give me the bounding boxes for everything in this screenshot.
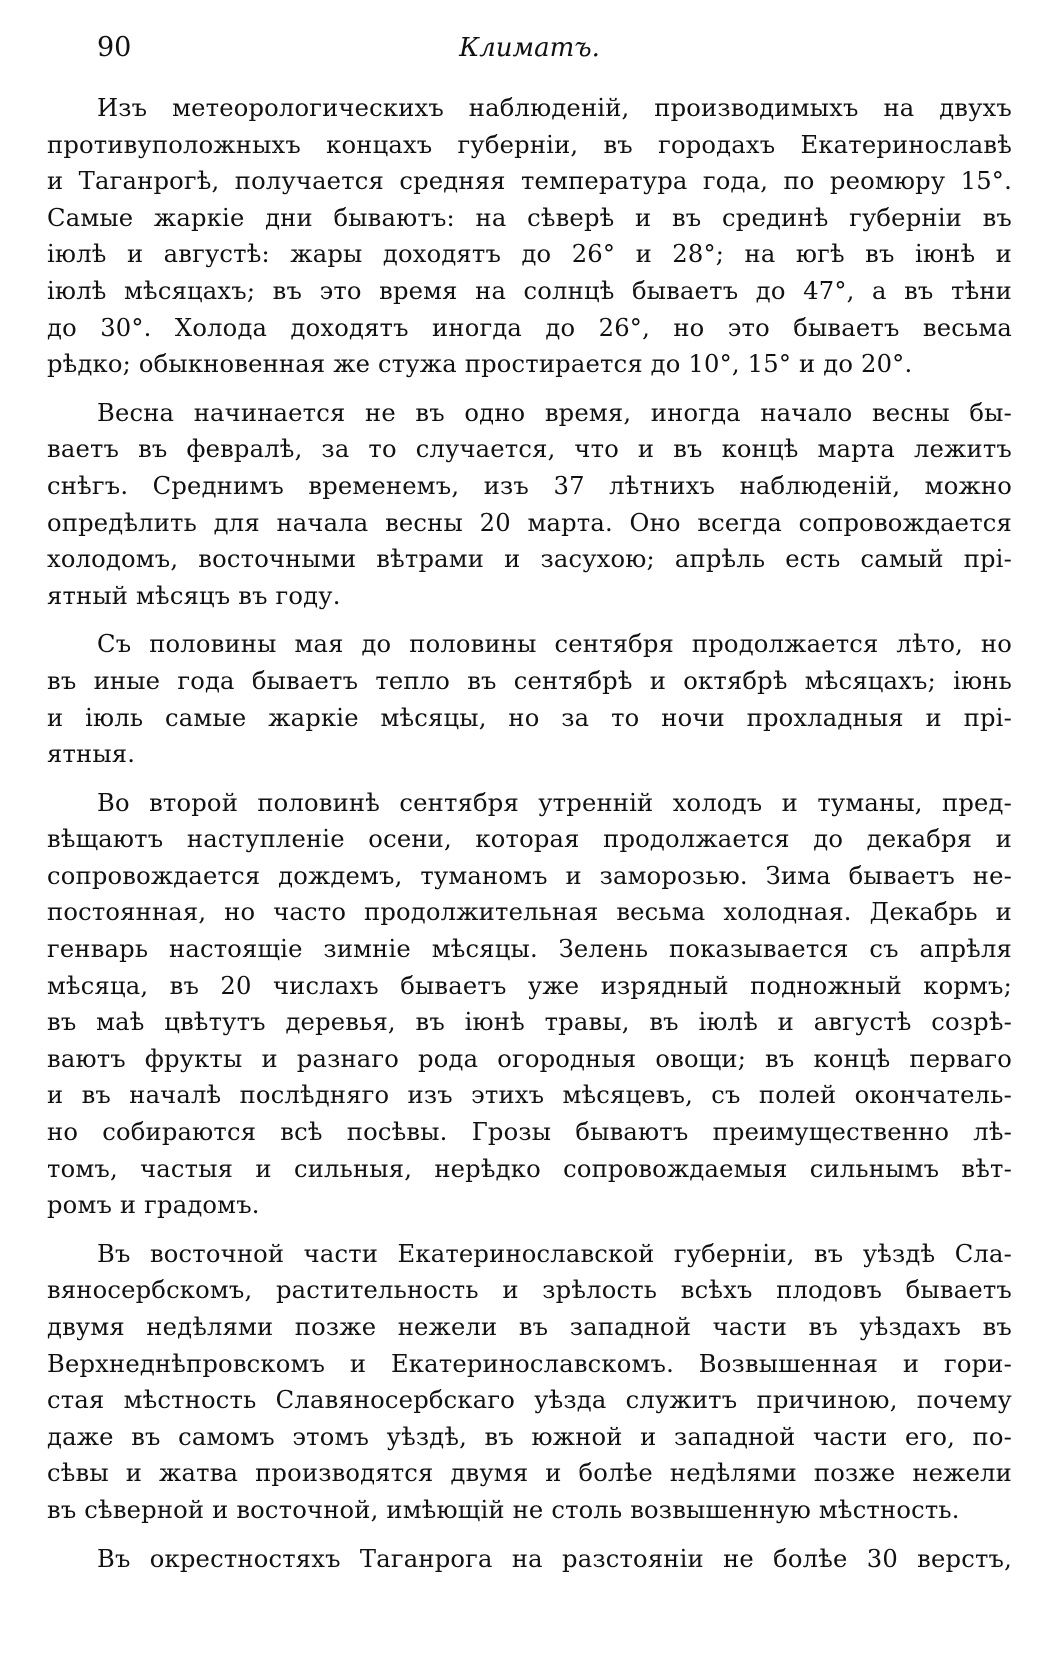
text-line: ромъ и градомъ. xyxy=(47,1191,260,1220)
body-text xyxy=(47,90,1012,1577)
text-line: ятныя. xyxy=(47,740,136,769)
text-line: томъ, частыя и сильныя, нерѣдко сопровождаемыя сильнымъ вѣт- xyxy=(47,1154,1012,1183)
text-line: ятный мѣсяцъ въ году. xyxy=(47,581,341,610)
paragraph xyxy=(47,1541,1012,1578)
paragraph xyxy=(47,90,1012,383)
text-line: вѣщаютъ наступленіе осени, которая продолжается до декабря и xyxy=(47,825,1012,854)
text-line: Самые жаркіе дни бываютъ: на сѣверѣ и въ срединѣ губерніи въ xyxy=(47,203,1012,232)
text-line: ваетъ въ февралѣ, за то случается, что и въ концѣ марта лежитъ xyxy=(47,435,1012,464)
text-line: іюлѣ мѣсяцахъ; въ это время на солнцѣ бываетъ до 47°, а въ тѣни xyxy=(47,276,1012,305)
paragraph xyxy=(47,785,1012,1224)
text-line: Во второй половинѣ сентября утренній холодъ и туманы, пред- xyxy=(97,788,1012,817)
text-line: Весна начинается не въ одно время, иногда начало весны бы- xyxy=(97,398,1012,427)
text-line: сѣвы и жатва производятся двумя и болѣе недѣлями позже нежели xyxy=(47,1459,1012,1488)
text-line: и Таганрогѣ, получается средняя температура года, по реомюру 15°. xyxy=(47,167,1012,196)
page-header xyxy=(47,28,1012,68)
text-line: и іюль самые жаркіе мѣсяцы, но за то ночи прохладныя и прі- xyxy=(47,703,1012,732)
text-line: Въ восточной части Екатеринославской губерніи, въ уѣздѣ Сла- xyxy=(97,1239,1012,1268)
running-title: Климатъ. xyxy=(459,33,600,63)
text-line: ваютъ фрукты и разнаго рода огородныя овощи; въ концѣ перваго xyxy=(47,1044,1012,1073)
text-line: сопровождается дождемъ, туманомъ и заморозью. Зима бываетъ не- xyxy=(47,861,1012,890)
text-line: въ сѣверной и восточной, имѣющій не столь возвышенную мѣстность. xyxy=(47,1495,960,1524)
text-line: и въ началѣ послѣдняго изъ этихъ мѣсяцевъ, съ полей окончатель- xyxy=(47,1081,1012,1110)
text-line: іюлѣ и августѣ: жары доходятъ до 26° и 28°; на югѣ въ іюнѣ и xyxy=(47,240,1012,269)
text-line: двумя недѣлями позже нежели въ западной части въ уѣздахъ въ xyxy=(47,1313,1012,1341)
text-line: стая мѣстность Славяносербскаго уѣзда служитъ причиною, почему xyxy=(47,1386,1012,1415)
text-line: снѣгъ. Среднимъ временемъ, изъ 37 лѣтнихъ наблюденій, можно xyxy=(47,471,1012,500)
page-number: 90 xyxy=(97,32,132,63)
text-line: даже въ самомъ этомъ уѣздѣ, въ южной и западной части его, по- xyxy=(47,1422,1012,1451)
paragraph xyxy=(47,1236,1012,1529)
text-line: въ маѣ цвѣтутъ деревья, въ іюнѣ травы, въ іюлѣ и августѣ созрѣ- xyxy=(47,1008,1012,1037)
text-line: вяносербскомъ, растительность и зрѣлость всѣхъ плодовъ бываетъ xyxy=(47,1276,1012,1305)
text-line: постоянная, но часто продолжительная весьма холодная. Декабрь и xyxy=(47,898,1012,927)
text-line: рѣдко; обыкновенная же стужа простирается до 10°, 15° и до 20°. xyxy=(47,350,913,379)
text-line: до 30°. Холода доходятъ иногда до 26°, но это бываетъ весьма xyxy=(47,313,1012,342)
text-line: Съ половины мая до половины сентября продолжается лѣто, но xyxy=(97,630,1012,659)
text-line: но собираются всѣ посѣвы. Грозы бываютъ преимущественно лѣ- xyxy=(47,1118,1012,1147)
paragraph xyxy=(47,395,1012,615)
text-line: Въ окрестностяхъ Таганрога на разстояніи не болѣе 30 верстъ, xyxy=(97,1544,1012,1573)
text-line: мѣсяца, въ 20 числахъ бываетъ уже изрядный подножный кормъ; xyxy=(47,971,1012,1000)
paragraph xyxy=(47,626,1012,772)
text-line: Верхнеднѣпровскомъ и Екатеринославскомъ. Возвышенная и гори- xyxy=(47,1349,1012,1378)
book-page xyxy=(47,28,1012,1648)
text-line: противуположныхъ концахъ губерніи, въ городахъ Екатеринославѣ xyxy=(47,130,1012,159)
text-line: холодомъ, восточными вѣтрами и засухою; апрѣль есть самый прі- xyxy=(47,545,1012,574)
text-line: въ иные года бываетъ тепло въ сентябрѣ и октябрѣ мѣсяцахъ; іюнь xyxy=(47,666,1012,695)
text-line: генварь настоящіе зимніе мѣсяцы. Зелень показывается съ апрѣля xyxy=(47,935,1012,964)
text-line: опредѣлить для начала весны 20 марта. Оно всегда сопровождается xyxy=(47,508,1012,537)
text-line: Изъ метеорологическихъ наблюденій, производимыхъ на двухъ xyxy=(97,94,1012,122)
